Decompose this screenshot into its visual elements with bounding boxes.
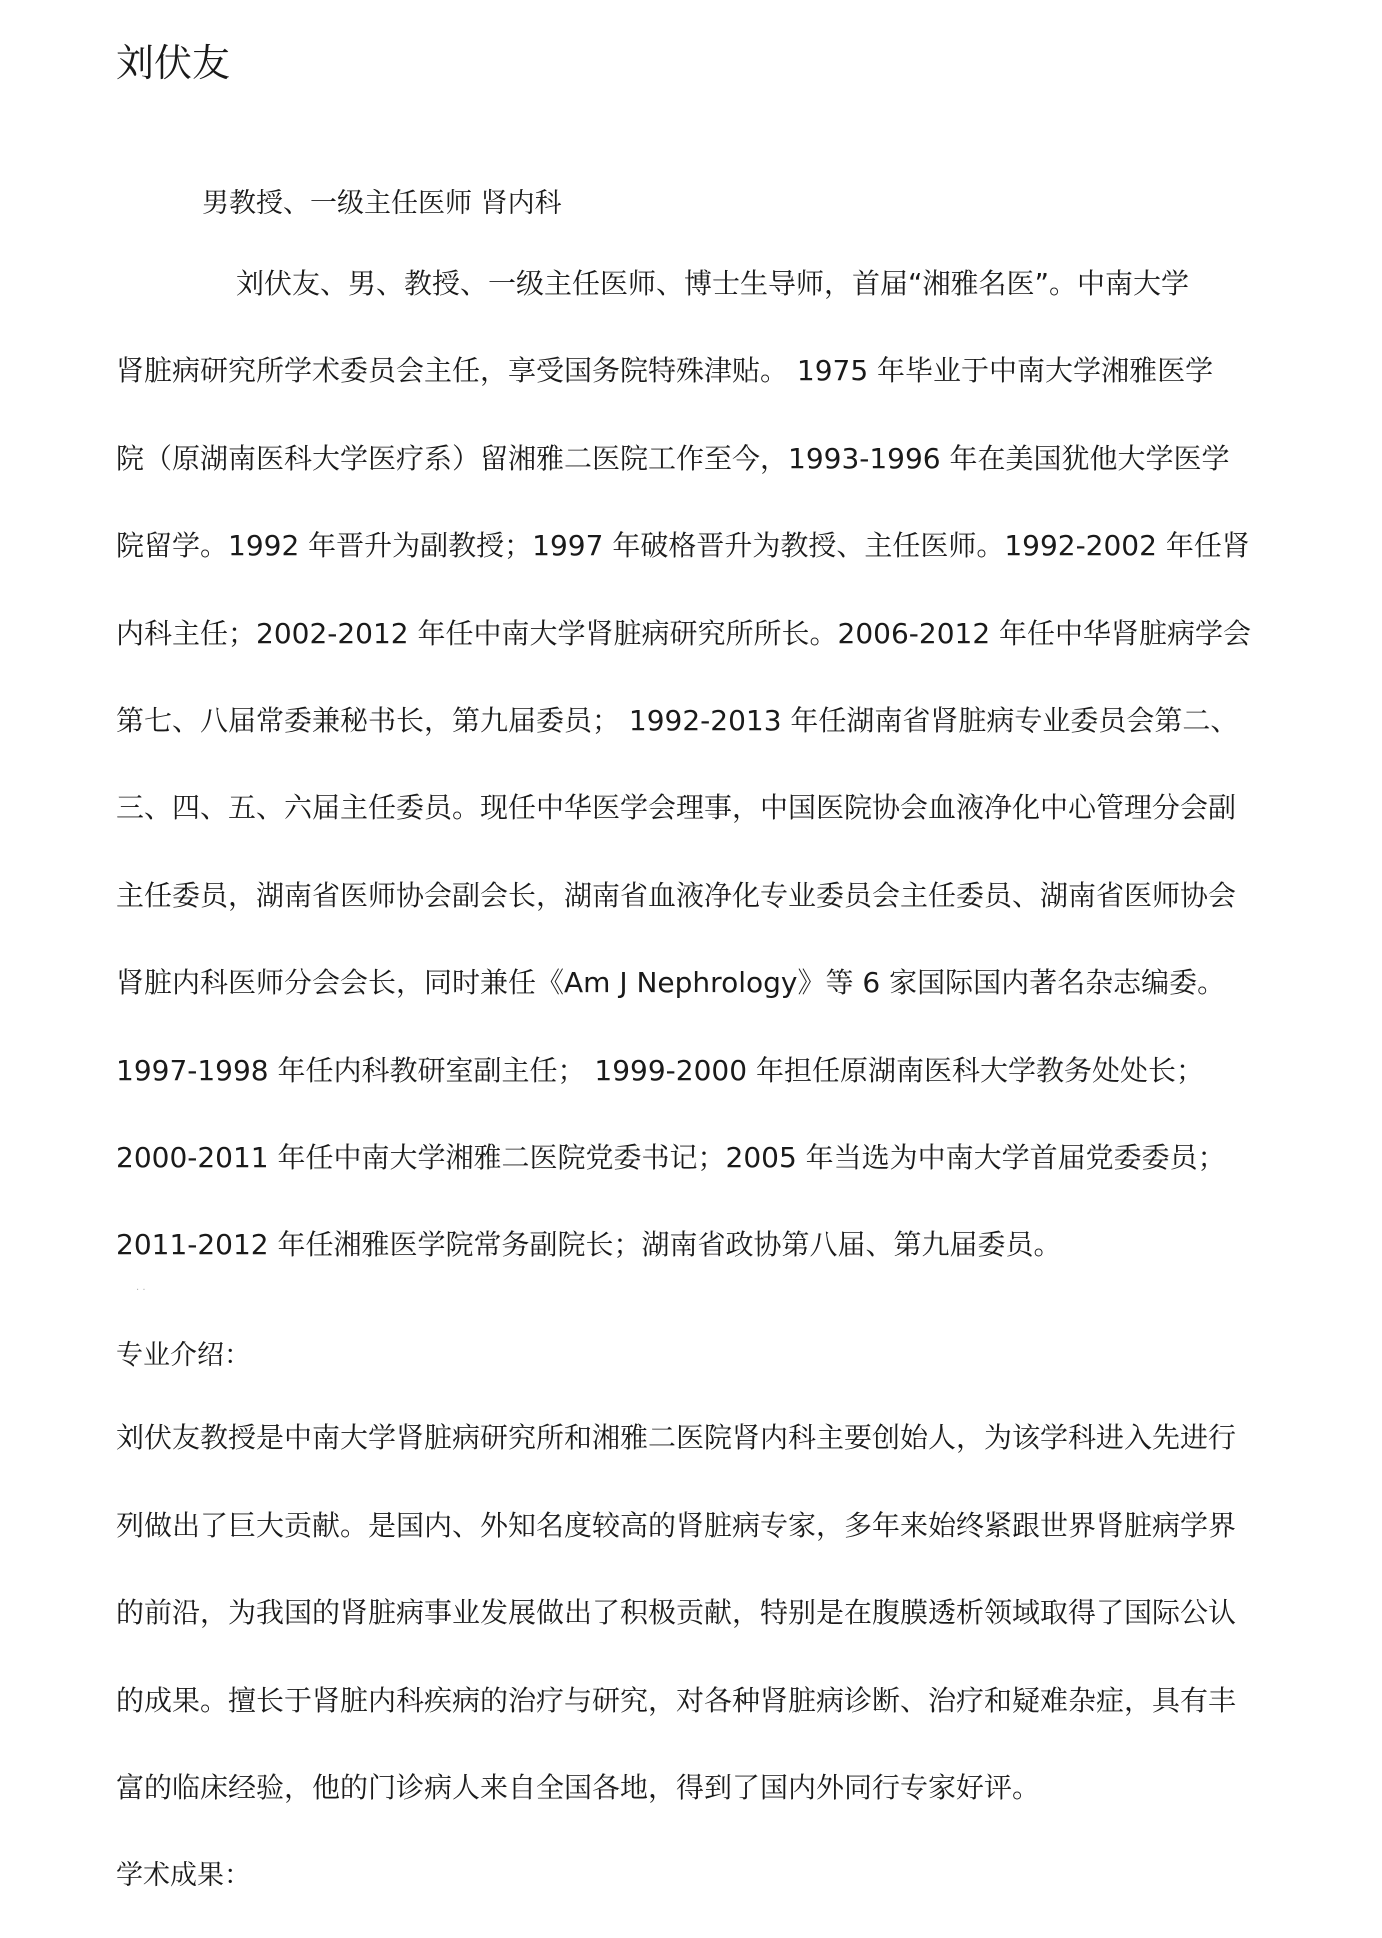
bio-line: 1997-1998 年任内科教研室副主任； 1999-2000 年担任原湖南医科大学教务处处长； xyxy=(116,1053,1204,1087)
profile-line: 的前沿，为我国的肾脏病事业发展做出了积极贡献，特别是在腹膜透析领域取得了国际公认 xyxy=(116,1596,1237,1630)
bio-line: 刘伏友、男、教授、一级主任医师、博士生导师，首届“湘雅名医”。中南大学 xyxy=(236,267,1190,300)
scan-speck: · · xyxy=(136,1285,146,1296)
achievements-heading: 学术成果： xyxy=(116,1860,251,1891)
bio-line: 肾脏内科医师分会会长，同时兼任《Am J Nephrology》等 6 家国际国内著名杂志编委。 xyxy=(116,966,1226,1000)
bio-line: 2000-2011 年任中南大学湘雅二医院党委书记；2005 年当选为中南大学首届党委委员； xyxy=(116,1140,1226,1174)
biography xyxy=(116,264,1306,1313)
profile-line: 的成果。擅长于肾脏内科疾病的治疗与研究，对各种肾脏病诊断、治疗和疑难杂症，具有丰 xyxy=(116,1683,1237,1717)
bio-line: 院留学。1992 年晋升为副教授；1997 年破格晋升为教授、主任医师。1992-2002 年任肾 xyxy=(116,529,1250,563)
bio-line: 肾脏病研究所学术委员会主任，享受国务院特殊津贴。 1975 年毕业于中南大学湘雅医学 xyxy=(116,354,1214,388)
profile-line: 列做出了巨大贡献。是国内、外知名度较高的肾脏病专家，多年来始终紧跟世界肾脏病学界 xyxy=(116,1508,1237,1542)
bio-line: 内科主任；2002-2012 年任中南大学肾脏病研究所所长。2006-2012 年任中华肾脏病学会 xyxy=(116,616,1252,650)
bio-line: 院（原湖南医科大学医疗系）留湘雅二医院工作至今，1993-1996 年在美国犹他大学医学 xyxy=(116,441,1230,475)
professional-profile xyxy=(116,1418,1306,1856)
doctor-subtitle: 男教授、一级主任医师 肾内科 xyxy=(202,188,562,219)
bio-line: 主任委员，湖南省医师协会副会长，湖南省血液净化专业委员会主任委员、湖南省医师协会 xyxy=(116,878,1237,912)
bio-line: 2011-2012 年任湘雅医学院常务副院长；湖南省政协第八届、第九届委员。 xyxy=(116,1228,1062,1262)
profile-line: 刘伏友教授是中南大学肾脏病研究所和湘雅二医院肾内科主要创始人，为该学科进入先进行 xyxy=(116,1421,1237,1454)
bio-line: 三、四、五、六届主任委员。现任中华医学会理事，中国医院协会血液净化中心管理分会副 xyxy=(116,791,1237,825)
profile-line: 富的临床经验，他的门诊病人来自全国各地，得到了国内外同行专家好评。 xyxy=(116,1771,1041,1805)
profile-heading: 专业介绍： xyxy=(116,1340,251,1371)
doctor-name: 刘伏友 xyxy=(116,41,231,85)
bio-line: 第七、八届常委兼秘书长，第九届委员； 1992-2013 年任湖南省肾脏病专业委员会第二、 xyxy=(116,703,1239,737)
